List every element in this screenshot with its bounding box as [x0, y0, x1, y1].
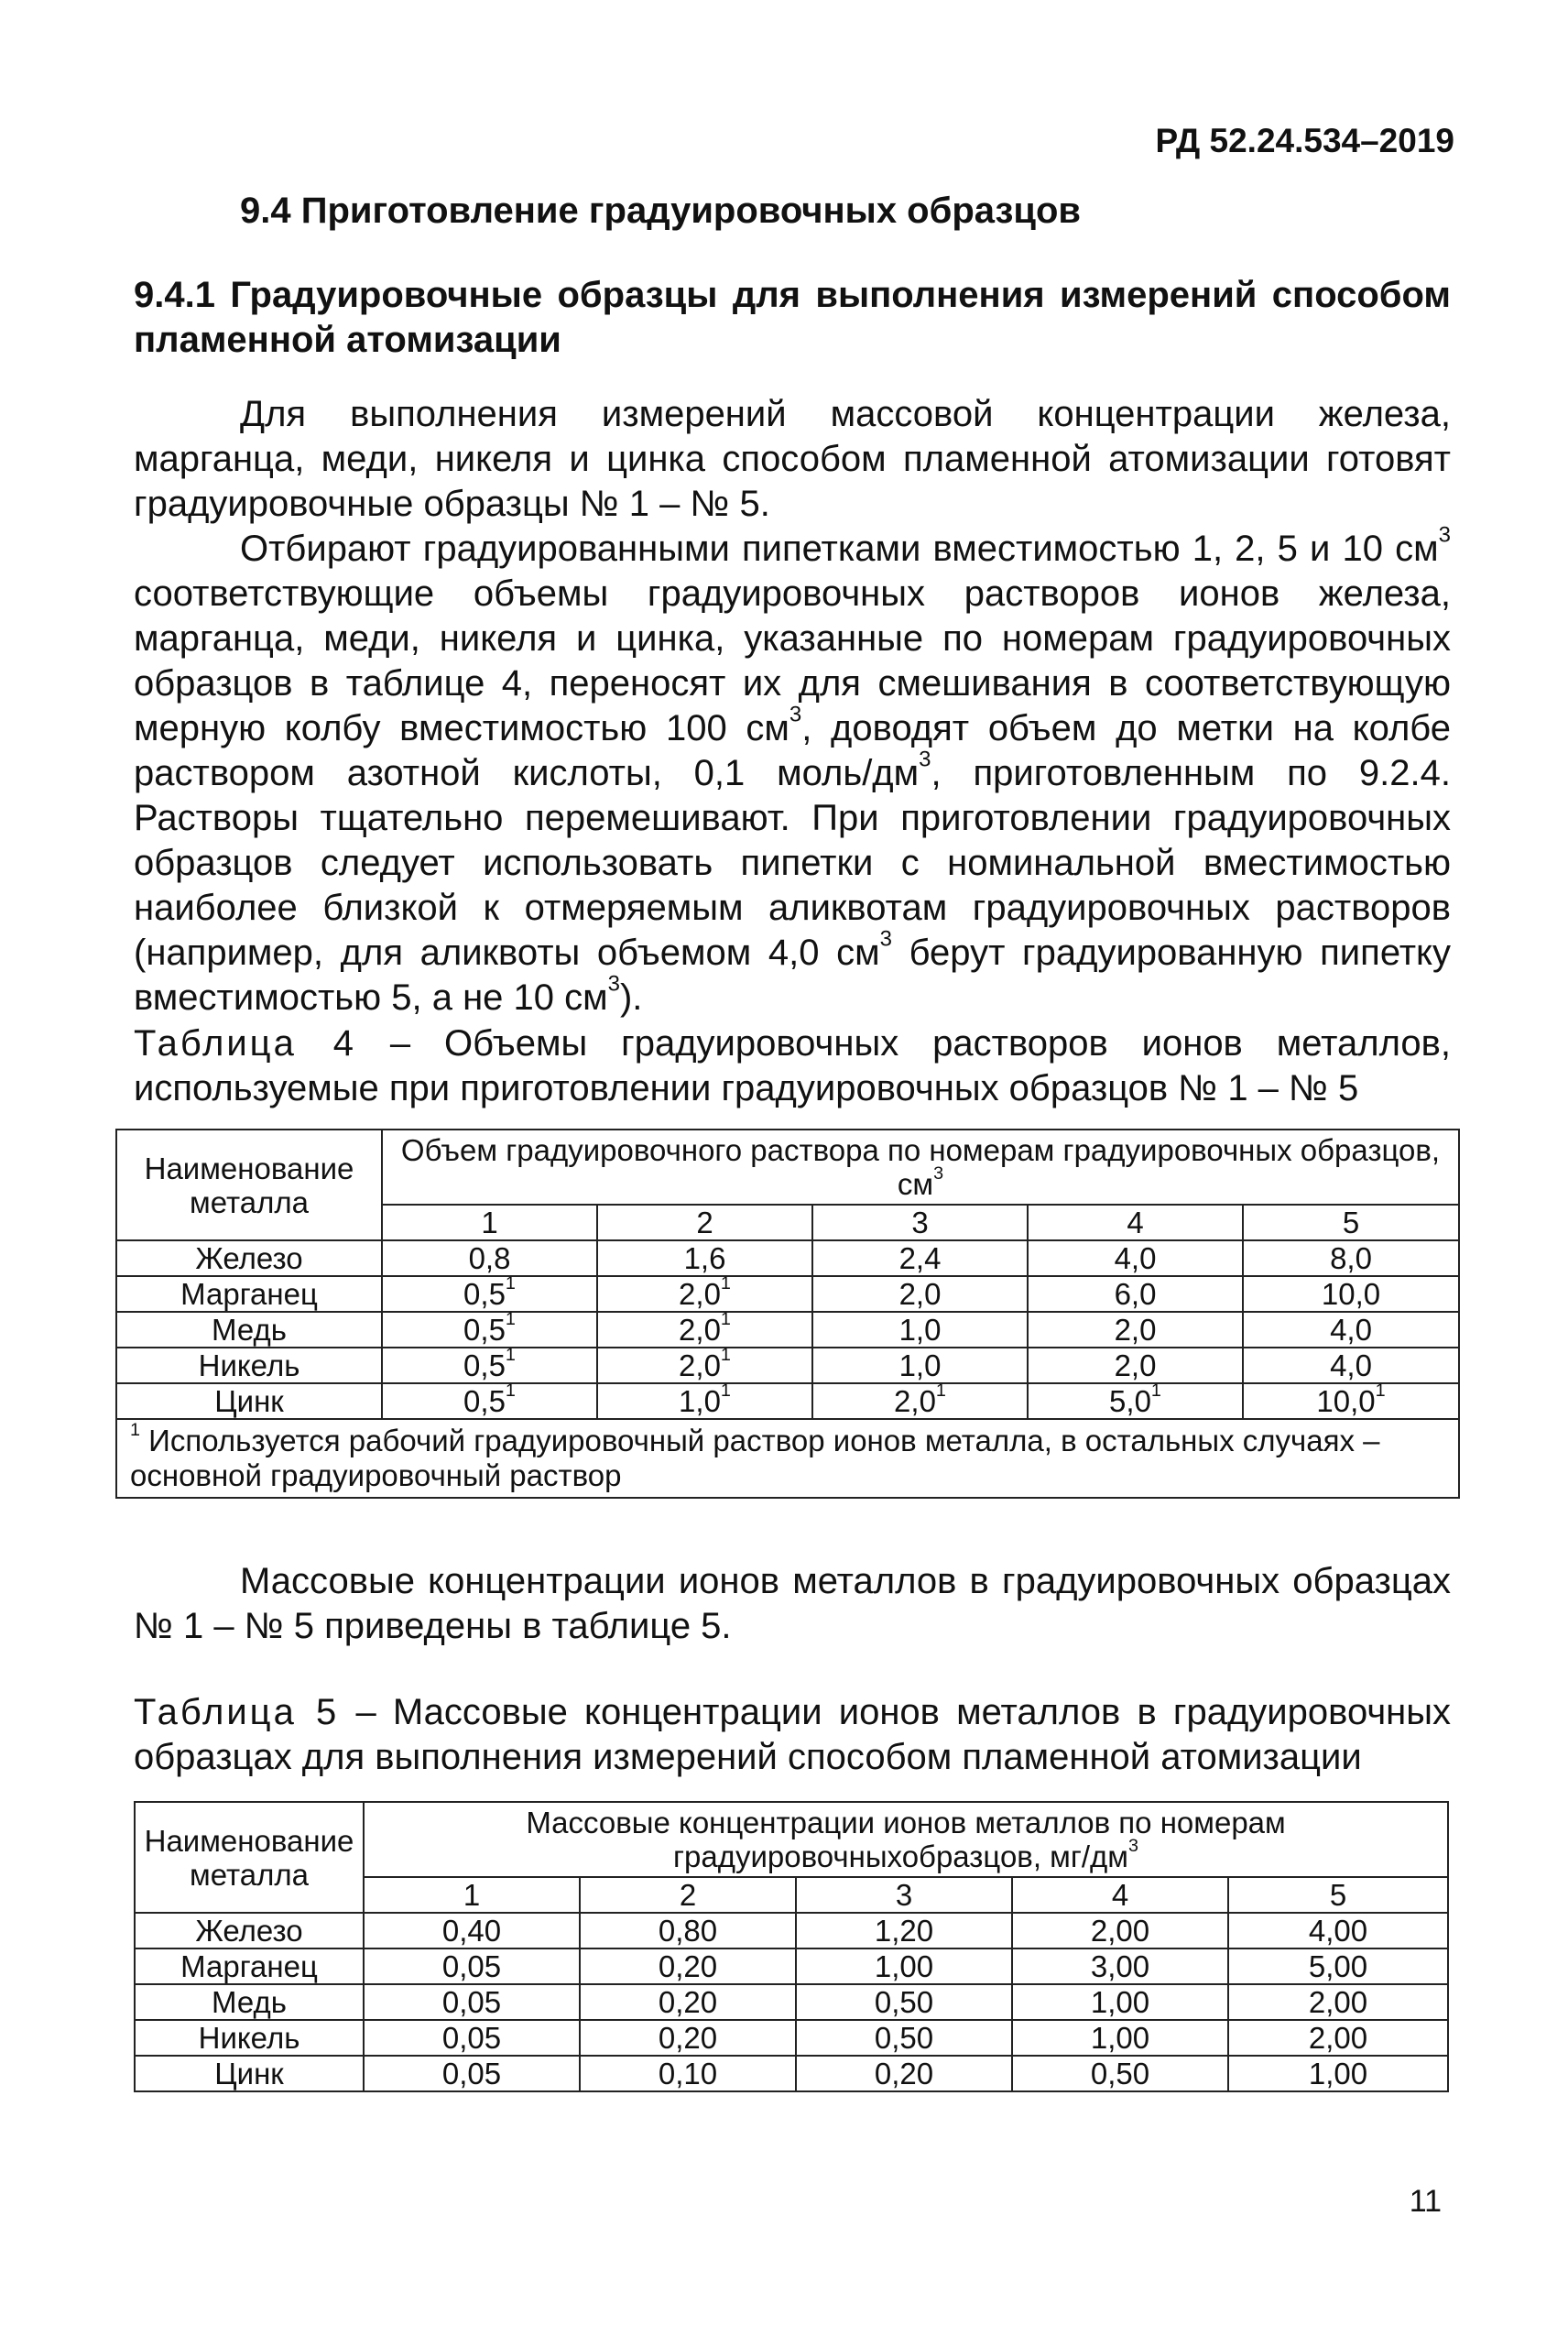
- value-cell: [812, 1240, 1028, 1276]
- paragraph-intro: [134, 392, 1451, 527]
- table5-col-4: 4: [1012, 1877, 1228, 1913]
- footnote-mark: 1: [130, 1420, 141, 1441]
- unit-superscript: 3: [919, 747, 931, 772]
- paragraph-mass-text: Массовые концентрации ионов металлов в градуировочных образцах № 1 – № 5 приведены в таблице 5.: [134, 1561, 1451, 1646]
- value-cell: [1012, 1948, 1228, 1984]
- table-row: [135, 1984, 1448, 2020]
- value-text: 0,50: [874, 1985, 934, 2019]
- value-cell: [1012, 1984, 1228, 2020]
- value-cell: [796, 2020, 1012, 2056]
- page-number: 11: [1409, 2184, 1442, 2219]
- table5-col-5: 5: [1228, 1877, 1448, 1913]
- metal-name-cell: Никель: [116, 1348, 382, 1383]
- value-text: 5,0: [1109, 1384, 1151, 1418]
- value-text: 8,0: [1330, 1241, 1372, 1275]
- value-cell: [1012, 2056, 1228, 2091]
- value-text: 0,5: [463, 1348, 506, 1382]
- footnote-mark: 1: [935, 1381, 946, 1402]
- metal-name-cell: Цинк: [135, 2056, 364, 2091]
- value-cell: [1243, 1240, 1459, 1276]
- value-cell: [1012, 1913, 1228, 1948]
- table-row: [116, 1348, 1459, 1383]
- value-text: 2,0: [1114, 1348, 1157, 1382]
- footnote-mark: 1: [720, 1345, 731, 1366]
- value-text: 0,5: [463, 1277, 506, 1311]
- value-cell: [1228, 1984, 1448, 2020]
- value-text: 5,00: [1308, 1949, 1368, 1983]
- table5-header-row: [135, 1802, 1448, 1877]
- value-text: 1,0: [898, 1348, 942, 1382]
- value-text: 3,00: [1090, 1949, 1150, 1983]
- footnote-mark: 1: [505, 1273, 516, 1294]
- table4: [115, 1129, 1460, 1499]
- unit-superscript: 3: [789, 702, 802, 727]
- value-cell: [364, 2020, 580, 2056]
- unit-superscript: 3: [1438, 522, 1451, 548]
- value-cell: [597, 1273, 812, 1312]
- value-cell: [1243, 1312, 1459, 1348]
- value-text: 2,0: [679, 1277, 721, 1311]
- table4-caption: [134, 1021, 1451, 1111]
- procedure-part-3: , доводят объем до метки на колбе раствором азотной кислоты, 0,1 моль/дм: [134, 708, 1452, 793]
- value-text: 1,0: [898, 1313, 942, 1347]
- value-cell: [580, 1948, 796, 1984]
- table4-header-metal: Наименование металла: [116, 1130, 382, 1240]
- value-text: 1,00: [1090, 2021, 1150, 2055]
- table5-col-1: 1: [364, 1877, 580, 1913]
- value-text: 2,00: [1308, 2021, 1368, 2055]
- table4-col-2: 2: [597, 1205, 812, 1240]
- value-cell: [580, 1913, 796, 1948]
- table5-header-unit-sup: 3: [1128, 1836, 1139, 1857]
- table4-header-group-text: Объем градуировочного раствора по номерам градуировочных образцов, см: [400, 1133, 1441, 1201]
- metal-name-cell: Марганец: [116, 1276, 382, 1312]
- value-cell: [382, 1273, 597, 1312]
- table4-header-unit-sup: 3: [933, 1163, 944, 1184]
- table5-body: [135, 1802, 1448, 2091]
- subsection-heading: 9.4.1 Градуировочные образцы для выполнения измерений способом пламенной атомизации: [134, 275, 1451, 360]
- value-text: 2,0: [1114, 1313, 1157, 1347]
- value-text: 1,0: [679, 1384, 721, 1418]
- footnote-mark: 1: [505, 1381, 516, 1402]
- value-cell: [1028, 1240, 1243, 1276]
- metal-name-cell: Марганец: [135, 1948, 364, 1984]
- value-text: 10,0: [1316, 1384, 1376, 1418]
- footnote-mark: 1: [720, 1381, 731, 1402]
- value-cell: [1228, 1913, 1448, 1948]
- table5-header-group-text: Массовые концентрации ионов металлов по номерам градуировочныхобразцов, мг/дм: [526, 1806, 1286, 1873]
- value-text: 4,0: [1114, 1241, 1157, 1275]
- metal-name-cell: Медь: [135, 1984, 364, 2020]
- footnote-mark: 1: [1150, 1381, 1161, 1402]
- value-cell: [382, 1309, 597, 1348]
- value-text: 0,40: [441, 1914, 502, 1948]
- unit-superscript: 3: [607, 971, 620, 997]
- procedure-part-5: берут градуированную пипетку вместимостью 5, а не 10 см: [134, 933, 1451, 1018]
- value-text: 2,0: [894, 1384, 936, 1418]
- value-cell: [1012, 2020, 1228, 2056]
- metal-name-cell: Медь: [116, 1312, 382, 1348]
- value-text: 0,50: [1090, 2057, 1150, 2090]
- table-row: [135, 2020, 1448, 2056]
- table-row: [116, 1383, 1459, 1419]
- table-row: [116, 1312, 1459, 1348]
- value-text: 2,00: [1090, 1914, 1150, 1948]
- table4-footnote-row: [116, 1419, 1459, 1498]
- value-cell: [580, 2056, 796, 2091]
- value-cell: [1243, 1276, 1459, 1312]
- value-cell: [1228, 2020, 1448, 2056]
- metal-name-cell: Железо: [135, 1913, 364, 1948]
- value-text: 4,00: [1308, 1914, 1368, 1948]
- value-cell: [1028, 1383, 1243, 1419]
- value-text: 0,20: [658, 1985, 718, 2019]
- paragraph-procedure-text: [134, 522, 1452, 1021]
- procedure-part-2: соответствующие объемы градуировочных растворов ионов железа, марганца, меди, никеля и цинка, указанные по номерам градуировочных образцов в таблице 4, переносят их для смешивания в соответствующую мерную колбу вместимостью 100 см: [134, 573, 1451, 748]
- table-row: [116, 1276, 1459, 1312]
- table4-col-3: 3: [812, 1205, 1028, 1240]
- table4-header-row: [116, 1130, 1459, 1205]
- value-cell: [1228, 2056, 1448, 2091]
- value-cell: [364, 2056, 580, 2091]
- value-cell: [597, 1309, 812, 1348]
- table5: [134, 1801, 1449, 2092]
- value-cell: [796, 1984, 1012, 2020]
- table4-col-5: 5: [1243, 1205, 1459, 1240]
- value-cell: [812, 1348, 1028, 1383]
- value-text: 0,05: [441, 1985, 502, 2019]
- value-cell: [597, 1240, 812, 1276]
- value-text: 0,50: [874, 2021, 934, 2055]
- value-cell: [796, 1913, 1012, 1948]
- value-cell: [1243, 1383, 1459, 1419]
- value-text: 0,10: [658, 2057, 718, 2090]
- table4-footnote-area: [116, 1419, 1459, 1498]
- table5-caption: [134, 1690, 1451, 1780]
- value-cell: [796, 1948, 1012, 1984]
- value-cell: [597, 1345, 812, 1383]
- value-text: 4,0: [1330, 1348, 1372, 1382]
- value-cell: [1228, 1948, 1448, 1984]
- value-text: 1,00: [874, 1949, 934, 1983]
- table5-header-metal: Наименование металла: [135, 1802, 364, 1913]
- value-cell: [597, 1383, 812, 1419]
- metal-name-cell: Цинк: [116, 1383, 382, 1419]
- value-cell: [812, 1383, 1028, 1419]
- value-text: 0,05: [441, 2057, 502, 2090]
- value-text: 0,5: [463, 1313, 506, 1347]
- value-text: 0,05: [441, 1949, 502, 1983]
- footnote-mark: 1: [505, 1345, 516, 1366]
- value-text: 1,6: [683, 1241, 726, 1275]
- table5-col-2: 2: [580, 1877, 796, 1913]
- value-text: 10,0: [1321, 1277, 1381, 1311]
- metal-name-cell: Железо: [116, 1240, 382, 1276]
- value-cell: [382, 1240, 597, 1276]
- table-row: [135, 1913, 1448, 1948]
- footnote-mark: 1: [505, 1309, 516, 1330]
- table5-caption-text: – Массовые концентрации ионов металлов в градуировочных образцах для выполнения измерений способом пламенной атомизации: [134, 1692, 1451, 1777]
- table5-caption-label: Таблица 5: [134, 1692, 340, 1732]
- value-cell: [812, 1312, 1028, 1348]
- table4-col-1: 1: [382, 1205, 597, 1240]
- value-text: 1,20: [874, 1914, 934, 1948]
- value-text: 4,0: [1330, 1313, 1372, 1347]
- value-cell: [1028, 1348, 1243, 1383]
- value-cell: [580, 1984, 796, 2020]
- value-cell: [796, 2056, 1012, 2091]
- table-row: [116, 1240, 1459, 1276]
- section-heading: 9.4 Приготовление градуировочных образцов: [240, 191, 1081, 231]
- table4-col-4: 4: [1028, 1205, 1243, 1240]
- paragraph-procedure: [134, 522, 1452, 1021]
- unit-superscript: 3: [879, 926, 892, 952]
- footnote-mark: 1: [720, 1309, 731, 1330]
- value-cell: [1028, 1276, 1243, 1312]
- value-text: 2,0: [679, 1348, 721, 1382]
- table-row: [135, 1948, 1448, 1984]
- footnote-mark: 1: [720, 1273, 731, 1294]
- procedure-part-1: Отбирают градуированными пипетками вместимостью 1, 2, 5 и 10 см: [240, 529, 1439, 569]
- value-text: 0,8: [468, 1241, 511, 1275]
- table4-footnote: [116, 1419, 1459, 1498]
- value-cell: [382, 1345, 597, 1383]
- metal-name-cell: Никель: [135, 2020, 364, 2056]
- table4-footnote-text: Используется рабочий градуировочный раствор ионов металла, в остальных случаях – основной градуировочный раствор: [130, 1424, 1380, 1492]
- value-cell: [1028, 1312, 1243, 1348]
- table4-body: [116, 1130, 1459, 1419]
- document-code: РД 52.24.534–2019: [1155, 122, 1454, 159]
- table5-col-3: 3: [796, 1877, 1012, 1913]
- value-text: 1,00: [1090, 1985, 1150, 2019]
- value-text: 2,0: [679, 1313, 721, 1347]
- value-text: 2,4: [898, 1241, 942, 1275]
- paragraph-mass-concentrations: [134, 1559, 1451, 1649]
- value-text: 0,05: [441, 2021, 502, 2055]
- value-text: 0,20: [874, 2057, 934, 2090]
- value-text: 2,00: [1308, 1985, 1368, 2019]
- procedure-part-6: ).: [619, 977, 643, 1018]
- value-cell: [364, 1913, 580, 1948]
- value-cell: [364, 1984, 580, 2020]
- paragraph-intro-text: Для выполнения измерений массовой концентрации железа, марганца, меди, никеля и цинка способом пламенной атомизации готовят градуировочные образцы № 1 – № 5.: [134, 394, 1451, 524]
- value-text: 2,0: [898, 1277, 942, 1311]
- value-cell: [382, 1383, 597, 1419]
- value-cell: [364, 1948, 580, 1984]
- value-text: 0,5: [463, 1384, 506, 1418]
- table4-caption-text: – Объемы градуировочных растворов ионов металлов, используемые при приготовлении градуировочных образцов № 1 – № 5: [134, 1023, 1451, 1108]
- procedure-part-4: , приготовленным по 9.2.4. Растворы тщательно перемешивают. При приготовлении градуировочных образцов следует использовать пипетки с номинальной вместимостью наиболее близкой к отмеряемым аликвотам градуировочных растворов (например, для аликвоты объемом 4,0 см: [134, 753, 1451, 973]
- value-cell: [812, 1276, 1028, 1312]
- table4-header-group: [382, 1130, 1459, 1205]
- value-cell: [1243, 1348, 1459, 1383]
- value-text: 0,20: [658, 2021, 718, 2055]
- table4-caption-label: Таблица 4: [134, 1023, 356, 1064]
- table-row: [135, 2056, 1448, 2091]
- value-text: 1,00: [1308, 2057, 1368, 2090]
- value-text: 0,80: [658, 1914, 718, 1948]
- table5-header-group: [364, 1802, 1448, 1877]
- footnote-mark: 1: [1375, 1381, 1386, 1402]
- value-text: 6,0: [1114, 1277, 1157, 1311]
- value-cell: [580, 2020, 796, 2056]
- value-text: 0,20: [658, 1949, 718, 1983]
